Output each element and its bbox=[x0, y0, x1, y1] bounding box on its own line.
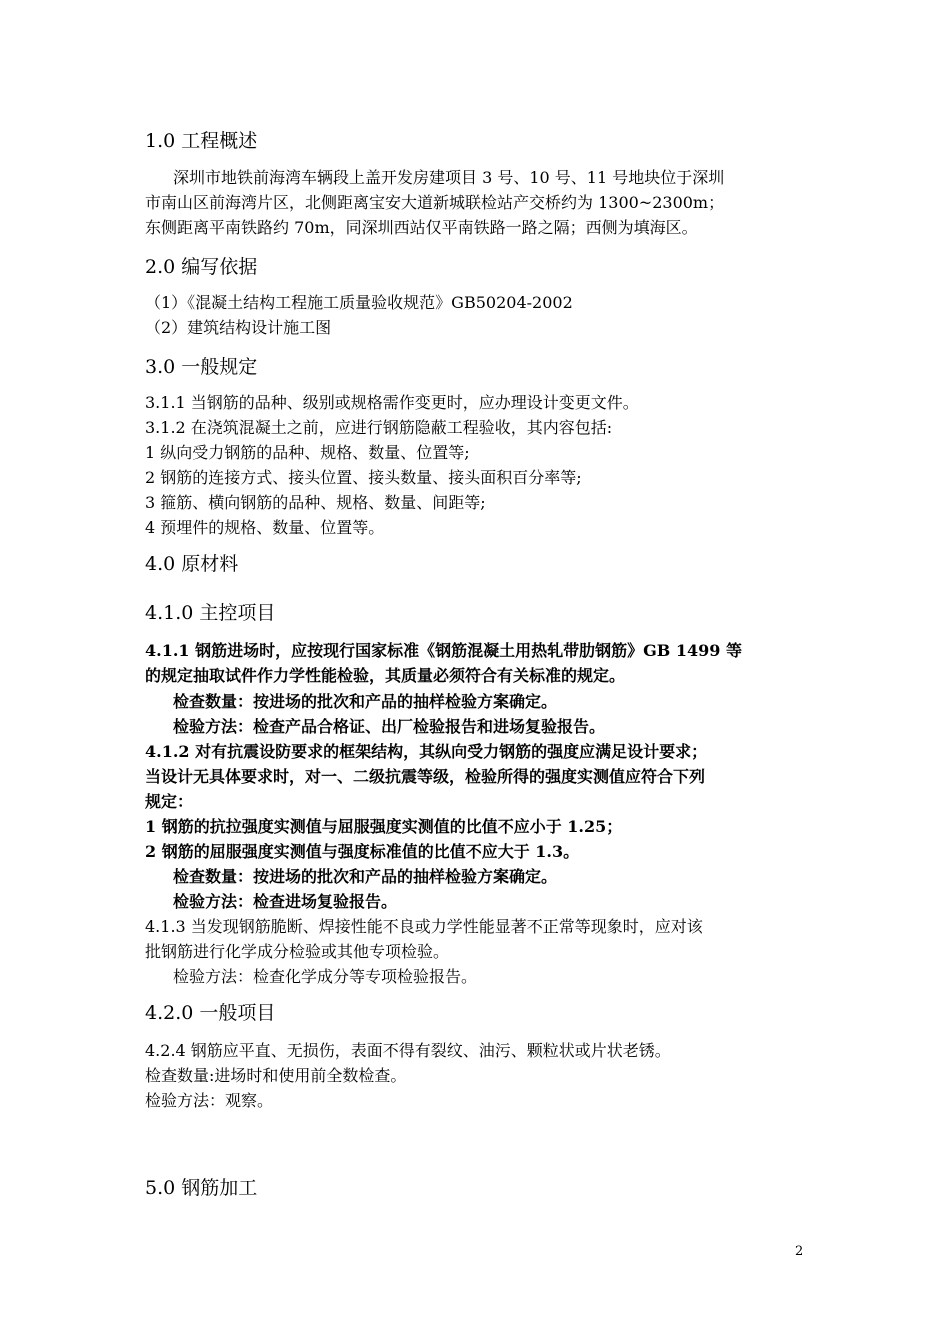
paragraph-line: 市南山区前海湾片区，北侧距离宝安大道新城联检站产交桥约为 1300~2300m； bbox=[145, 193, 725, 212]
clause-line: 检验方法：检查化学成分等专项检验报告。 bbox=[173, 967, 478, 986]
clause-line: 3 箍筋、横向钢筋的品种、规格、数量、间距等; bbox=[145, 493, 486, 512]
bold-clause-line: 1 钢筋的抗拉强度实测值与屈服强度实测值的比值不应小于 1.25； bbox=[145, 817, 623, 836]
bold-clause-line: 4.1.1 钢筋进场时，应按现行国家标准《钢筋混凝土用热轧带肋钢筋》GB 1499 等 bbox=[145, 641, 742, 660]
section-heading-5: 5.0 钢筋加工 bbox=[145, 1177, 258, 1199]
bold-clause-line: 4.1.2 对有抗震设防要求的框架结构，其纵向受力钢筋的强度应满足设计要求； bbox=[145, 742, 708, 761]
paragraph-line: 深圳市地铁前海湾车辆段上盖开发房建项目 3 号、10 号、11 号地块位于深圳 bbox=[173, 168, 725, 187]
reference-item-2: （2）建筑结构设计施工图 bbox=[145, 318, 332, 337]
bold-clause-line: 检验方法：检查产品合格证、出厂检验报告和进场复验报告。 bbox=[173, 717, 606, 736]
paragraph-line: 东侧距离平南铁路约 70m，同深圳西站仅平南铁路一路之隔；西侧为填海区。 bbox=[145, 218, 698, 237]
clause-line: 3.1.2 在浇筑混凝土之前，应进行钢筋隐蔽工程验收，其内容包括: bbox=[145, 418, 613, 437]
section-heading-2: 2.0 编写依据 bbox=[145, 256, 258, 278]
clause-line: 2 钢筋的连接方式、接头位置、接头数量、接头面积百分率等; bbox=[145, 468, 582, 487]
clause-line: 3.1.1 当钢筋的品种、级别或规格需作变更时，应办理设计变更文件。 bbox=[145, 393, 639, 412]
bold-clause-line: 检查数量：按进场的批次和产品的抽样检验方案确定。 bbox=[173, 692, 558, 711]
clause-line: 4.1.3 当发现钢筋脆断、焊接性能不良或力学性能显著不正常等现象时，应对该 bbox=[145, 917, 703, 936]
clause-line: 检查数量:进场时和使用前全数检查。 bbox=[145, 1066, 407, 1085]
clause-line: 1 纵向受力钢筋的品种、规格、数量、位置等; bbox=[145, 443, 470, 462]
section-heading-4: 4.0 原材料 bbox=[145, 553, 239, 575]
reference-item-1: （1）《混凝土结构工程施工质量验收规范》GB50204-2002 bbox=[145, 293, 573, 312]
clause-line: 4 预埋件的规格、数量、位置等。 bbox=[145, 518, 385, 537]
page-number: 2 bbox=[795, 1244, 804, 1259]
clause-line: 4.2.4 钢筋应平直、无损伤，表面不得有裂纹、油污、颗粒状或片状老锈。 bbox=[145, 1041, 671, 1060]
section-heading-1: 1.0 工程概述 bbox=[145, 130, 258, 152]
clause-line: 批钢筋进行化学成分检验或其他专项检验。 bbox=[145, 942, 450, 961]
subsection-heading-general: 4.2.0 一般项目 bbox=[145, 1002, 276, 1024]
section-heading-3: 3.0 一般规定 bbox=[145, 356, 258, 378]
bold-clause-line: 检验方法：检查进场复验报告。 bbox=[173, 892, 398, 911]
subsection-heading-main-control: 4.1.0 主控项目 bbox=[145, 602, 276, 624]
bold-clause-line: 规定： bbox=[145, 792, 194, 811]
bold-clause-line: 的规定抽取试件作力学性能检验，其质量必须符合有关标准的规定。 bbox=[145, 666, 626, 685]
bold-clause-line: 当设计无具体要求时，对一、二级抗震等级，检验所得的强度实测值应符合下列 bbox=[145, 767, 706, 786]
clause-line: 检验方法：观察。 bbox=[145, 1091, 274, 1110]
bold-clause-line: 2 钢筋的屈服强度实测值与强度标准值的比值不应大于 1.3。 bbox=[145, 842, 580, 861]
bold-clause-line: 检查数量：按进场的批次和产品的抽样检验方案确定。 bbox=[173, 867, 558, 886]
